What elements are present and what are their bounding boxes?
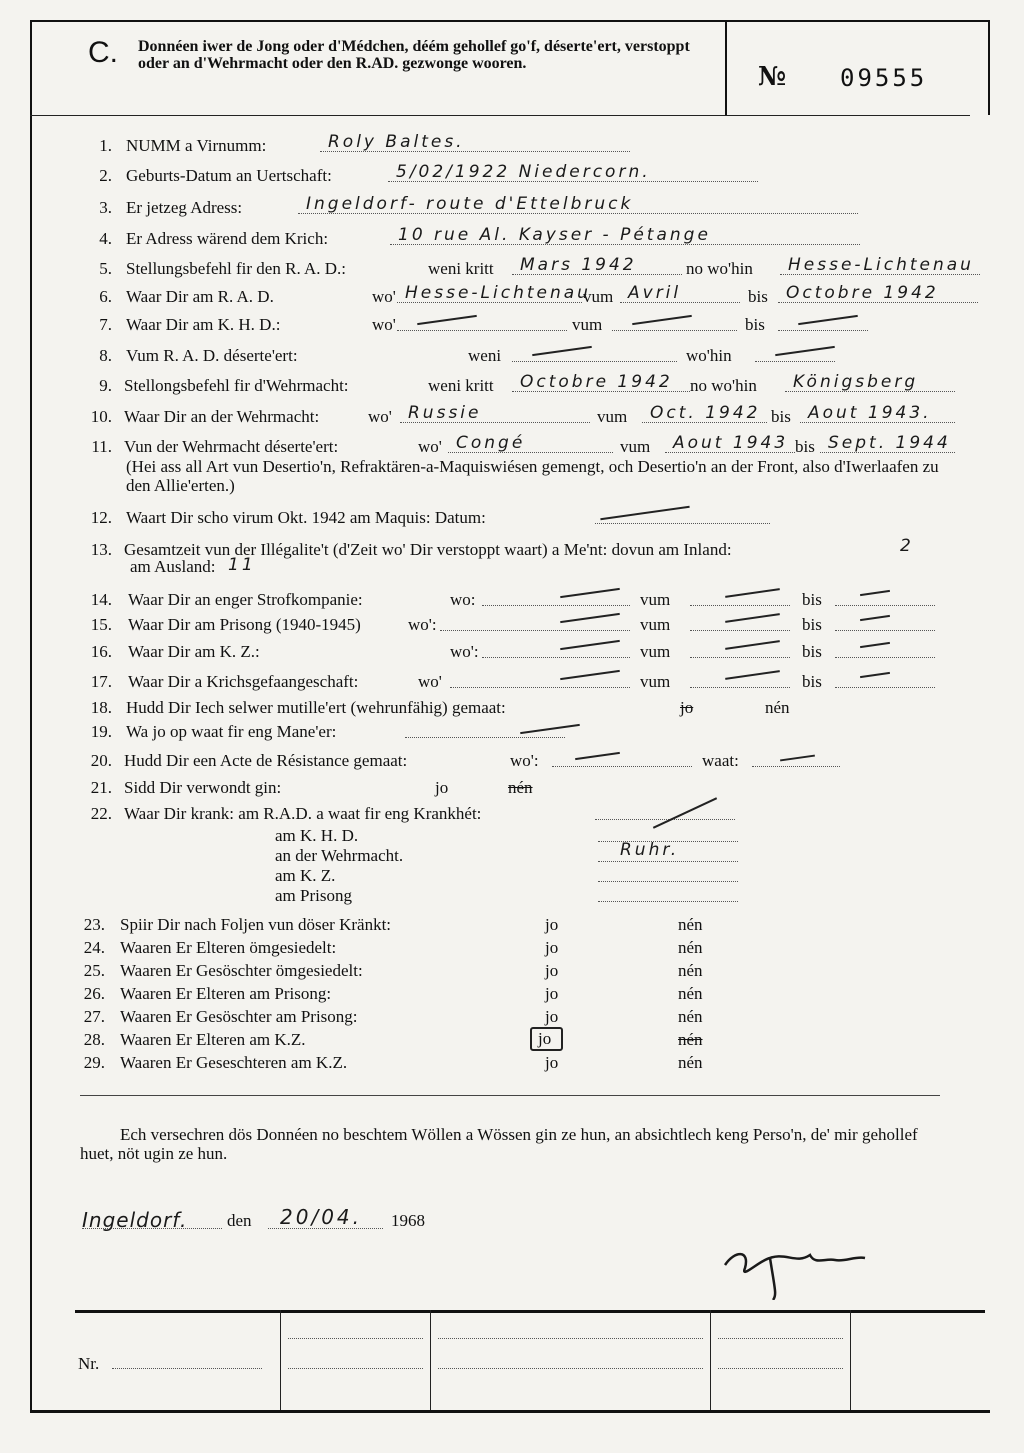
jo-option[interactable]: jo	[530, 1027, 563, 1051]
sub-label: wo'	[418, 437, 442, 456]
row-number: 22.	[90, 804, 112, 823]
jo-option[interactable]: jo	[545, 1007, 559, 1026]
row-number: 9.	[99, 376, 112, 395]
row-25	[0, 961, 1000, 983]
row-number: 12.	[90, 508, 112, 527]
bottom-border	[30, 1410, 990, 1413]
nen-option[interactable]: nén	[678, 1007, 703, 1026]
row-label: Spiir Dir nach Foljen vun döser Kränkt:	[120, 915, 392, 934]
sub-label: vum	[620, 437, 651, 456]
ausland-value: 11	[228, 555, 256, 575]
row-number: 23.	[83, 915, 105, 934]
sub-label: weni kritt	[428, 376, 494, 395]
row-18	[0, 698, 1000, 720]
where-field[interactable]	[482, 642, 630, 658]
row-8	[0, 346, 1000, 368]
sub-label: wo'hin	[686, 346, 732, 365]
box-dots	[288, 1338, 423, 1339]
sub-label: weni kritt	[428, 259, 494, 278]
sub-label: bis	[795, 437, 815, 456]
row-number: 20.	[90, 751, 112, 770]
jo-option[interactable]: jo	[435, 778, 449, 797]
box-dots	[438, 1338, 703, 1339]
sub-label: vum	[640, 642, 671, 661]
box-divider	[430, 1310, 431, 1410]
declaration: Ech versechren dös Donnéen no beschtem Wöllen a Wössen gin ze hun, an absichtlech keng Perso'n, de' mir gehollef huet, nöt ugin ze hun.	[80, 1125, 918, 1163]
form-number: 09555	[840, 64, 928, 92]
row-number: 26.	[83, 984, 105, 1003]
row-label: Waaren Er Gesöschter am Prisong:	[120, 1007, 358, 1026]
handwritten-value: Octobre 1942	[520, 372, 673, 392]
row-number: 15.	[90, 615, 112, 634]
row-label: Wa jo op waat fir eng Mane'er:	[126, 722, 337, 741]
row-7	[0, 315, 1000, 337]
row-number: 10.	[90, 407, 112, 426]
note-11: (Hei ass all Art vun Desertio'n, Refraktären-a-Maquiswiésen gemengt, och Desertio'n an der Front, also d'Iwerlaafen zu den Allie'erten.)	[126, 457, 939, 495]
sub-label: vum	[572, 315, 603, 334]
from-field[interactable]	[690, 590, 790, 606]
sub-label: vum	[640, 590, 671, 609]
box-dots	[718, 1338, 843, 1339]
jo-option[interactable]: jo	[545, 984, 559, 1003]
row-number: 18.	[90, 698, 112, 717]
row-number: 28.	[83, 1030, 105, 1049]
handwritten-value: Mars 1942	[520, 255, 637, 275]
number-label: №	[758, 62, 787, 92]
box-divider	[280, 1310, 281, 1410]
row-label: Waar Dir a Krichsgefaangeschaft:	[128, 672, 359, 691]
entry-field[interactable]	[778, 315, 868, 331]
row-13b	[0, 557, 1000, 579]
form-heading: Donnéen iwer de Jong oder d'Médchen, déém gehollef go'f, déserte'ert, verstoppt oder an d'Wehrmacht oder den R.AD. gezwonge wooren.	[138, 38, 690, 72]
row-29	[0, 1053, 1000, 1075]
handwritten-value: Aout 1943	[673, 433, 789, 453]
nen-option[interactable]: nén	[678, 915, 703, 934]
illness-field[interactable]	[598, 886, 738, 902]
box-divider	[850, 1310, 851, 1410]
from-field[interactable]	[690, 642, 790, 658]
row-label: Vum R. A. D. déserte'ert:	[126, 346, 298, 365]
sub-label: wo':	[408, 615, 437, 634]
sub-label: bis	[771, 407, 791, 426]
illness-field[interactable]	[595, 804, 735, 820]
section-letter: C.	[88, 36, 118, 69]
where-field[interactable]	[482, 590, 630, 606]
row-16	[0, 642, 1000, 664]
row-4	[0, 225, 1000, 251]
header-divider	[725, 20, 727, 115]
handwritten-value: Königsberg	[793, 372, 919, 392]
row-15	[0, 615, 1000, 637]
row-number: 11.	[91, 437, 112, 456]
nr-dots	[112, 1368, 262, 1369]
sub-label: bis	[802, 672, 822, 691]
row-number: 21.	[90, 778, 112, 797]
row-label: Hudd Dir Iech selwer mutille'ert (wehrunfähig) gemaat:	[126, 698, 506, 717]
row-label: Stellungsbefehl fir den R. A. D.:	[126, 259, 347, 278]
row-number: 17.	[90, 672, 112, 691]
sub-label: wo'	[368, 407, 392, 426]
handwritten-value: 10 rue Al. Kayser - Pétange	[398, 225, 711, 245]
row-number: 7.	[99, 315, 112, 334]
jo-option[interactable]: jo	[545, 1053, 559, 1072]
row-11	[0, 433, 1000, 459]
row-label: Hudd Dir een Acte de Résistance gemaat:	[124, 751, 408, 770]
row-number: 27.	[83, 1007, 105, 1026]
header-underline	[30, 115, 970, 116]
sub-label: wo'	[372, 315, 396, 334]
row-2	[0, 162, 1000, 188]
row-20	[0, 751, 1000, 773]
signature-text: Baltes	[775, 1279, 782, 1281]
nen-option[interactable]: nén	[678, 961, 703, 980]
row-label: Geburts-Datum an Uertschaft:	[126, 166, 332, 185]
row-6	[0, 283, 1000, 309]
sub-label: wo'	[372, 287, 396, 306]
row-number: 2.	[99, 166, 112, 185]
row-label: Gesamtzeit vun der Illégalite't (d'Zeit wo' Dir verstoppt waart) a Me'nt: dovun am Inland:	[124, 540, 732, 559]
row-number: 5.	[99, 259, 112, 278]
row-label: Er jetzeg Adress:	[126, 198, 243, 217]
row-21	[0, 778, 1000, 800]
row-number: 1.	[99, 136, 112, 155]
place-dots	[82, 1228, 222, 1229]
row-number: 8.	[99, 346, 112, 365]
form-border-top	[30, 20, 990, 22]
row-22-sub	[0, 886, 1000, 908]
from-field[interactable]	[690, 672, 790, 688]
row-label: Waaren Er Elteren am Prisong:	[120, 984, 332, 1003]
row-label: Waar Dir am R. A. D.	[126, 287, 274, 306]
where-field[interactable]	[450, 672, 630, 688]
from-field[interactable]	[690, 615, 790, 631]
row-label: Waaren Er Elteren am K.Z.	[120, 1030, 306, 1049]
nen-option[interactable]: nén	[678, 938, 703, 957]
row-label: Sidd Dir verwondt gin:	[124, 778, 282, 797]
jo-option[interactable]: jo	[545, 915, 559, 934]
jo-option[interactable]: jo	[545, 938, 559, 957]
date-signed: 20/04.	[280, 1205, 362, 1229]
where-field[interactable]	[552, 751, 692, 767]
sub-label: no wo'hin	[690, 376, 757, 395]
sub-label: bis	[745, 315, 765, 334]
what-label: waat:	[702, 751, 739, 770]
row-label: NUMM a Virnumm:	[126, 136, 267, 155]
row-number: 14.	[90, 590, 112, 609]
row-label: Waart Dir scho virum Okt. 1942 am Maquis: Datum:	[126, 508, 486, 527]
sub-label: bis	[802, 642, 822, 661]
handwritten-value: Hesse-Lichtenau	[405, 283, 591, 303]
bottom-rule	[75, 1310, 985, 1313]
row-label: Waaren Er Elteren ömgesiedelt:	[120, 938, 337, 957]
sub-label: wo:	[450, 590, 476, 609]
row-label: am Ausland:	[130, 557, 216, 576]
sub-label: bis	[748, 287, 768, 306]
row-27	[0, 1007, 1000, 1029]
row-23	[0, 915, 1000, 937]
row-number: 13.	[90, 540, 112, 559]
place-signed: Ingeldorf.	[82, 1208, 188, 1232]
box-divider	[710, 1310, 711, 1410]
row-label: Waar Dir am K. H. D.:	[126, 315, 281, 334]
row-number: 24.	[83, 938, 105, 957]
sub-label: vum	[583, 287, 614, 306]
sub-label: am K. Z.	[275, 866, 336, 885]
handwritten-value: Ingeldorf- route d'Ettelbruck	[306, 194, 634, 214]
row-label: Vun der Wehrmacht déserte'ert:	[124, 437, 339, 456]
row-label: Waar Dir an der Wehrmacht:	[124, 407, 320, 426]
den-label: den	[227, 1211, 252, 1230]
row-label: Waar Dir am K. Z.:	[128, 642, 260, 661]
row-number: 29.	[83, 1053, 105, 1072]
row-label: Er Adress wärend dem Krich:	[126, 229, 329, 248]
row-label: Waar Dir am Prisong (1940-1945)	[128, 615, 361, 634]
row-22-sub	[0, 826, 1000, 848]
row-22-sub	[0, 866, 1000, 888]
row-label: Waar Dir krank: am R.A.D. a waat fir eng Krankhét:	[124, 804, 482, 823]
row-5	[0, 255, 1000, 281]
handwritten-value: Ruhr.	[620, 840, 680, 860]
date-dots	[268, 1228, 383, 1229]
signature	[715, 1230, 875, 1300]
sub-label: no wo'hin	[686, 259, 753, 278]
inland-value: 2	[900, 536, 914, 556]
illness-field[interactable]	[598, 866, 738, 882]
row-number: 25.	[83, 961, 105, 980]
handwritten-value: Oct. 1942	[650, 403, 761, 423]
sub-label: bis	[802, 615, 822, 634]
sub-label: wo'	[418, 672, 442, 691]
row-number: 3.	[99, 198, 112, 217]
row-number: 16.	[90, 642, 112, 661]
row-10	[0, 403, 1000, 429]
row-label: Waaren Er Geseschteren am K.Z.	[120, 1053, 348, 1072]
row-28	[0, 1030, 1000, 1052]
year: 1968	[391, 1211, 425, 1230]
form-border-right	[988, 20, 990, 115]
handwritten-value: Aout 1943.	[808, 403, 932, 423]
sub-label: bis	[802, 590, 822, 609]
handwritten-value: 5/02/1922 Niedercorn.	[396, 162, 651, 182]
row-24	[0, 938, 1000, 960]
row-22-sub	[0, 840, 1000, 868]
nen-option[interactable]: nén	[678, 1030, 703, 1049]
handwritten-value: Hesse-Lichtenau	[788, 255, 974, 275]
row-22	[0, 804, 1000, 826]
row-number: 19.	[90, 722, 112, 741]
row-19	[0, 722, 1000, 744]
handwritten-value: Congé	[456, 433, 526, 453]
row-17	[0, 672, 1000, 694]
sub-label: weni	[468, 346, 502, 365]
row-number: 6.	[99, 287, 112, 306]
nen-option[interactable]: nén	[765, 698, 790, 717]
nen-option[interactable]: nén	[678, 984, 703, 1003]
handwritten-value: Avril	[628, 283, 682, 303]
handwritten-value: Sept. 1944	[828, 433, 951, 453]
sub-label: vum	[597, 407, 628, 426]
box-dots	[718, 1368, 843, 1369]
handwritten-value: Roly Baltes.	[328, 132, 465, 152]
row-number: 4.	[99, 229, 112, 248]
sub-label: wo':	[450, 642, 479, 661]
handwritten-value: Octobre 1942	[786, 283, 939, 303]
jo-option[interactable]: jo	[545, 961, 559, 980]
row-26	[0, 984, 1000, 1006]
sub-label: an der Wehrmacht.	[275, 846, 404, 865]
sub-label: vum	[640, 615, 671, 634]
sub-label: am Prisong	[275, 886, 352, 905]
nr-label: Nr.	[78, 1354, 100, 1373]
row-label: Waaren Er Gesöschter ömgesiedelt:	[120, 961, 363, 980]
sub-label: am K. H. D.	[275, 826, 359, 845]
box-dots	[438, 1368, 703, 1369]
row-3	[0, 194, 1000, 220]
row-label: Waar Dir an enger Strofkompanie:	[128, 590, 363, 609]
where-label: wo':	[510, 751, 539, 770]
row-12	[0, 508, 1000, 530]
handwritten-value: Russie	[408, 403, 482, 423]
row-14	[0, 590, 1000, 612]
sub-label: vum	[640, 672, 671, 691]
row-label: Stellongsbefehl fir d'Wehrmacht:	[124, 376, 349, 395]
row-1	[0, 132, 1000, 158]
row-9	[0, 372, 1000, 398]
separator-line	[80, 1095, 940, 1096]
nen-option[interactable]: nén	[508, 778, 533, 797]
box-dots	[288, 1368, 423, 1369]
jo-option[interactable]: jo	[680, 698, 694, 717]
nen-option[interactable]: nén	[678, 1053, 703, 1072]
